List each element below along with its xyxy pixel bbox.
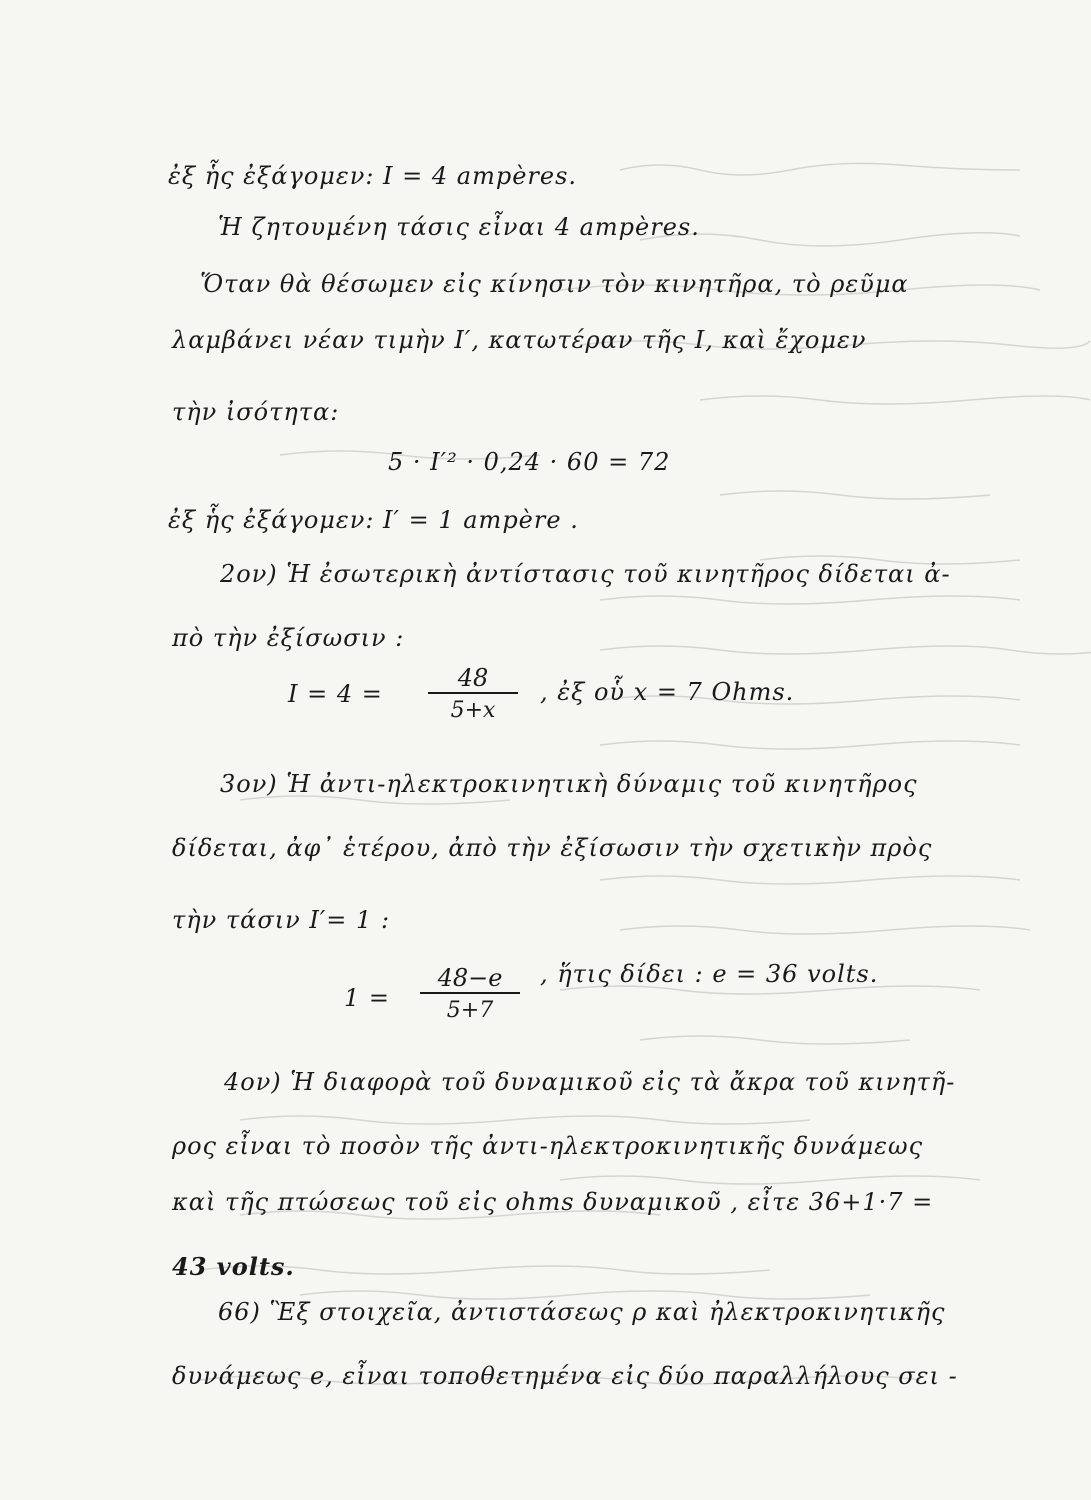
fraction-numerator: 48−e	[420, 964, 520, 994]
text-line-14: τὴν τάσιν I′= 1 :	[172, 906, 391, 934]
text-line-2: Ἡ ζητουμένη τάσις εἶναι 4 ampères.	[218, 213, 700, 241]
equation-one-result: , ἥτις δίδει : e = 36 volts.	[540, 960, 879, 988]
text-line-12: 3ον) Ἡ ἀντι-ηλεκτροκινητικὴ δύναμις τοῦ κινητῆρος	[220, 770, 918, 798]
text-line-18: ρος εἶναι τὸ ποσὸν τῆς ἀντι-ηλεκτροκινητικῆς δυνάμεως	[172, 1132, 924, 1160]
text-line-19: καὶ τῆς πτώσεως τοῦ εἰς ohms δυναμικοῦ , εἶτε 36+1·7 =	[172, 1188, 934, 1216]
fraction-denominator: 5+7	[446, 998, 494, 1023]
text-line-21: 66) Ἓξ στοιχεῖα, ἀντιστάσεως ρ καὶ ἠλεκτροκινητικῆς	[218, 1298, 946, 1326]
text-line-1: ἐξ ἧς ἐξάγομεν: I = 4 ampères.	[168, 162, 578, 190]
text-line-8: 2ον) Ἡ ἐσωτερικὴ ἀντίστασις τοῦ κινητῆρος δίδεται ἀ-	[220, 560, 951, 588]
fraction-numerator: 48	[428, 664, 518, 694]
text-line-22: δυνάμεως e, εἶναι τοποθετημένα εἰς δύο παραλλήλους σει -	[172, 1362, 958, 1390]
text-line-5: τὴν ἰσότητα:	[172, 398, 340, 426]
text-line-20: 43 volts.	[172, 1252, 295, 1281]
text-line-4: λαμβάνει νέαν τιμὴν I′, κατωτέραν τῆς I, καὶ ἔχομεν	[172, 326, 867, 354]
text-line-7: ἐξ ἧς ἐξάγομεν: I′ = 1 ampère .	[168, 506, 579, 534]
equation-i-left: I = 4 =	[288, 680, 383, 708]
fraction-48e-over-57	[420, 964, 520, 1023]
text-line-13: δίδεται, ἀφ᾽ ἑτέρου, ἀπὸ τὴν ἐξίσωσιν τὴν σχετικὴν πρὸς	[172, 834, 933, 862]
equation-one-left: 1 =	[344, 984, 391, 1012]
text-line-9: πὸ τὴν ἐξίσωσιν :	[172, 624, 405, 652]
text-line-3: Ὅταν θὰ θέσωμεν εἰς κίνησιν τὸν κινητῆρα, τὸ ρεῦμα	[200, 270, 909, 298]
fraction-48-over-5x	[428, 664, 518, 723]
equation-i-result: , ἐξ οὗ x = 7 Ohms.	[540, 678, 795, 706]
text-line-17: 4ον) Ἡ διαφορὰ τοῦ δυναμικοῦ εἰς τὰ ἄκρα τοῦ κινητῆ-	[224, 1068, 956, 1096]
fraction-denominator: 5+x	[450, 698, 496, 723]
equation-power: 5 · I′² · 0,24 · 60 = 72	[388, 448, 671, 476]
